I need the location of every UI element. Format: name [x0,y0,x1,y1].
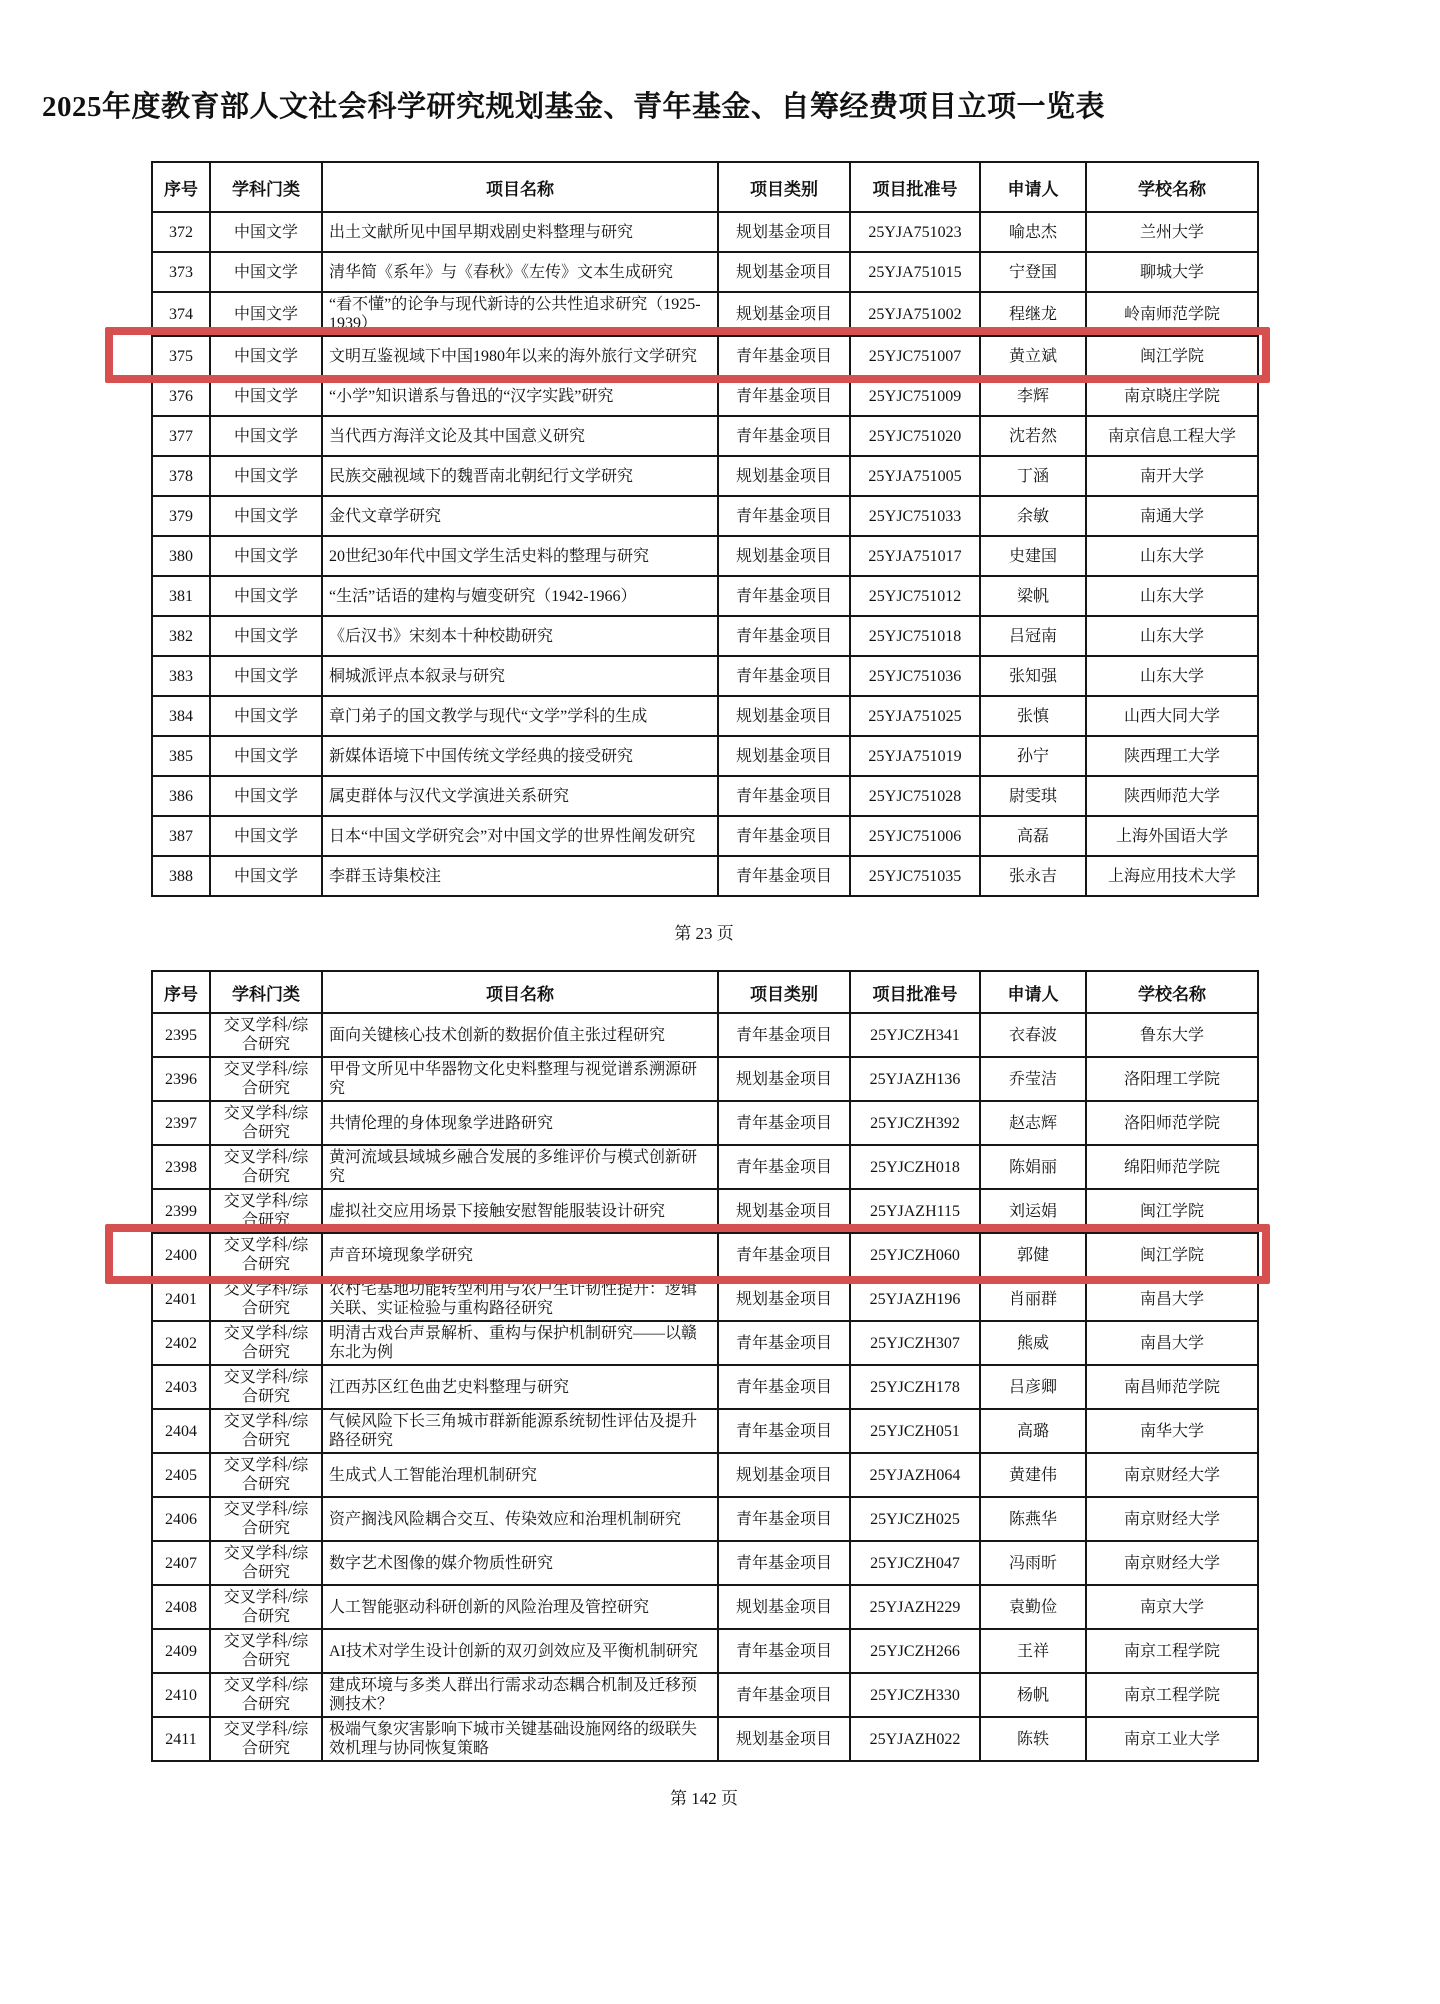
projects-table-page-142 [151,970,1257,1762]
cell-school-name: 绵阳师范学院 [1086,1145,1258,1189]
cell-discipline: 中国文学 [210,616,322,656]
cell-school-name: 闽江学院 [1086,336,1258,376]
cell-applicant: 黄建伟 [980,1453,1086,1497]
col-header-no: 序号 [152,162,210,212]
cell-discipline: 交叉学科/综合研究 [210,1717,322,1761]
cell-applicant: 宁登国 [980,252,1086,292]
cell-project-name: 数字艺术图像的媒介物质性研究 [322,1541,718,1585]
table [151,970,1259,1762]
cell-project-category: 规划基金项目 [718,1189,850,1233]
cell-discipline: 交叉学科/综合研究 [210,1497,322,1541]
cell-discipline: 中国文学 [210,292,322,336]
cell-grant-number: 25YJCZH178 [850,1365,980,1409]
cell-project-name: 当代西方海洋文论及其中国意义研究 [322,416,718,456]
cell-serial-number: 2404 [152,1409,210,1453]
cell-project-name: 出土文献所见中国早期戏剧史料整理与研究 [322,212,718,252]
cell-project-category: 规划基金项目 [718,536,850,576]
cell-school-name: 闽江学院 [1086,1233,1258,1277]
cell-serial-number: 375 [152,336,210,376]
table-row [152,1101,1258,1145]
cell-applicant: 张永吉 [980,856,1086,896]
cell-project-category: 规划基金项目 [718,696,850,736]
cell-grant-number: 25YJA751025 [850,696,980,736]
cell-serial-number: 386 [152,776,210,816]
cell-school-name: 南通大学 [1086,496,1258,536]
cell-grant-number: 25YJAZH022 [850,1717,980,1761]
cell-grant-number: 25YJAZH136 [850,1057,980,1101]
cell-school-name: 南昌大学 [1086,1321,1258,1365]
cell-applicant: 程继龙 [980,292,1086,336]
cell-discipline: 中国文学 [210,816,322,856]
cell-serial-number: 2406 [152,1497,210,1541]
cell-applicant: 张知强 [980,656,1086,696]
cell-school-name: 南京工程学院 [1086,1629,1258,1673]
cell-serial-number: 2401 [152,1277,210,1321]
cell-project-category: 青年基金项目 [718,1233,850,1277]
page-number-label-142: 第 142 页 [670,1789,738,1808]
cell-grant-number: 25YJAZH196 [850,1277,980,1321]
cell-project-category: 青年基金项目 [718,1101,850,1145]
cell-grant-number: 25YJC751035 [850,856,980,896]
cell-grant-number: 25YJCZH330 [850,1673,980,1717]
cell-project-name: 人工智能驱动科研创新的风险治理及管控研究 [322,1585,718,1629]
table-row [152,536,1258,576]
cell-serial-number: 2408 [152,1585,210,1629]
cell-project-name: 江西苏区红色曲艺史料整理与研究 [322,1365,718,1409]
cell-project-name: 明清古戏台声景解析、重构与保护机制研究——以赣东北为例 [322,1321,718,1365]
cell-applicant: 郭健 [980,1233,1086,1277]
cell-applicant: 陈娟丽 [980,1145,1086,1189]
cell-project-name: 资产搁浅风险耦合交互、传染效应和治理机制研究 [322,1497,718,1541]
cell-discipline: 中国文学 [210,212,322,252]
cell-applicant: 张慎 [980,696,1086,736]
cell-discipline: 交叉学科/综合研究 [210,1673,322,1717]
cell-school-name: 洛阳理工学院 [1086,1057,1258,1101]
cell-serial-number: 383 [152,656,210,696]
cell-project-name: 新媒体语境下中国传统文学经典的接受研究 [322,736,718,776]
header-row [152,162,1258,212]
cell-applicant: 杨帆 [980,1673,1086,1717]
cell-project-category: 规划基金项目 [718,252,850,292]
cell-applicant: 肖丽群 [980,1277,1086,1321]
cell-project-name: 极端气象灾害影响下城市关键基础设施网络的级联失效机理与协同恢复策略 [322,1717,718,1761]
cell-grant-number: 25YJCZH266 [850,1629,980,1673]
cell-school-name: 南京大学 [1086,1585,1258,1629]
cell-project-category: 青年基金项目 [718,376,850,416]
cell-discipline: 交叉学科/综合研究 [210,1101,322,1145]
cell-project-name: 民族交融视域下的魏晋南北朝纪行文学研究 [322,456,718,496]
cell-discipline: 交叉学科/综合研究 [210,1321,322,1365]
cell-school-name: 兰州大学 [1086,212,1258,252]
cell-grant-number: 25YJC751007 [850,336,980,376]
table [151,161,1259,897]
table-row [152,1673,1258,1717]
cell-grant-number: 25YJCZH051 [850,1409,980,1453]
cell-project-category: 青年基金项目 [718,1629,850,1673]
cell-school-name: 上海外国语大学 [1086,816,1258,856]
cell-discipline: 中国文学 [210,376,322,416]
cell-serial-number: 378 [152,456,210,496]
cell-grant-number: 25YJC751009 [850,376,980,416]
cell-grant-number: 25YJCZH025 [850,1497,980,1541]
cell-project-category: 青年基金项目 [718,616,850,656]
cell-discipline: 交叉学科/综合研究 [210,1585,322,1629]
cell-project-category: 规划基金项目 [718,1453,850,1497]
col-header-applicant: 申请人 [980,162,1086,212]
table-row [152,252,1258,292]
cell-project-name: AI技术对学生设计创新的双刃剑效应及平衡机制研究 [322,1629,718,1673]
cell-school-name: 闽江学院 [1086,1189,1258,1233]
cell-project-category: 规划基金项目 [718,292,850,336]
cell-school-name: 南京财经大学 [1086,1497,1258,1541]
table-row [152,212,1258,252]
cell-grant-number: 25YJCZH018 [850,1145,980,1189]
cell-project-category: 青年基金项目 [718,496,850,536]
table-row [152,1409,1258,1453]
cell-discipline: 中国文学 [210,336,322,376]
cell-serial-number: 376 [152,376,210,416]
cell-serial-number: 2402 [152,1321,210,1365]
cell-school-name: 南京晓庄学院 [1086,376,1258,416]
col-header-applicant: 申请人 [980,971,1086,1013]
cell-applicant: 沈若然 [980,416,1086,456]
cell-school-name: 南华大学 [1086,1409,1258,1453]
cell-project-category: 青年基金项目 [718,776,850,816]
table-row [152,1057,1258,1101]
cell-serial-number: 2395 [152,1013,210,1057]
cell-grant-number: 25YJCZH341 [850,1013,980,1057]
cell-serial-number: 384 [152,696,210,736]
table-row [152,1629,1258,1673]
cell-project-name: 面向关键核心技术创新的数据价值主张过程研究 [322,1013,718,1057]
cell-school-name: 上海应用技术大学 [1086,856,1258,896]
cell-applicant: 吕彦卿 [980,1365,1086,1409]
cell-grant-number: 25YJC751033 [850,496,980,536]
cell-discipline: 交叉学科/综合研究 [210,1233,322,1277]
cell-project-category: 青年基金项目 [718,1321,850,1365]
cell-serial-number: 2403 [152,1365,210,1409]
cell-discipline: 中国文学 [210,576,322,616]
table-row [152,656,1258,696]
cell-grant-number: 25YJA751005 [850,456,980,496]
cell-applicant: 衣春波 [980,1013,1086,1057]
cell-school-name: 聊城大学 [1086,252,1258,292]
table-row [152,1585,1258,1629]
cell-project-name: 《后汉书》宋刻本十种校勘研究 [322,616,718,656]
cell-applicant: 熊威 [980,1321,1086,1365]
table-row [152,1233,1258,1277]
cell-project-category: 青年基金项目 [718,1409,850,1453]
cell-discipline: 中国文学 [210,776,322,816]
table-row [152,776,1258,816]
table-row [152,456,1258,496]
cell-serial-number: 2397 [152,1101,210,1145]
cell-discipline: 中国文学 [210,856,322,896]
cell-project-category: 规划基金项目 [718,456,850,496]
cell-applicant: 李辉 [980,376,1086,416]
cell-discipline: 交叉学科/综合研究 [210,1189,322,1233]
cell-project-name: 章门弟子的国文教学与现代“文学”学科的生成 [322,696,718,736]
cell-applicant: 刘运娟 [980,1189,1086,1233]
col-header-category: 项目类别 [718,162,850,212]
cell-project-category: 规划基金项目 [718,1057,850,1101]
cell-grant-number: 25YJAZH115 [850,1189,980,1233]
cell-applicant: 吕冠南 [980,616,1086,656]
cell-project-name: “生活”话语的建构与嬗变研究（1942-1966） [322,576,718,616]
col-header-school: 学校名称 [1086,162,1258,212]
cell-project-category: 青年基金项目 [718,336,850,376]
cell-discipline: 交叉学科/综合研究 [210,1409,322,1453]
cell-serial-number: 2409 [152,1629,210,1673]
cell-serial-number: 374 [152,292,210,336]
table-row [152,292,1258,336]
cell-project-name: 共情伦理的身体现象学进路研究 [322,1101,718,1145]
table-row [152,1497,1258,1541]
cell-project-category: 青年基金项目 [718,816,850,856]
cell-project-name: 虚拟社交应用场景下接触安慰智能服装设计研究 [322,1189,718,1233]
cell-applicant: 高璐 [980,1409,1086,1453]
table-row [152,696,1258,736]
cell-grant-number: 25YJAZH229 [850,1585,980,1629]
cell-serial-number: 388 [152,856,210,896]
cell-project-category: 青年基金项目 [718,1013,850,1057]
table-row [152,1365,1258,1409]
cell-serial-number: 2400 [152,1233,210,1277]
cell-serial-number: 387 [152,816,210,856]
cell-school-name: 陕西师范大学 [1086,776,1258,816]
cell-project-name: 金代文章学研究 [322,496,718,536]
cell-school-name: 陕西理工大学 [1086,736,1258,776]
cell-grant-number: 25YJA751019 [850,736,980,776]
cell-applicant: 乔莹洁 [980,1057,1086,1101]
cell-grant-number: 25YJC751018 [850,616,980,656]
table-row [152,1145,1258,1189]
table-row [152,1277,1258,1321]
cell-school-name: 山东大学 [1086,576,1258,616]
table-row [152,816,1258,856]
cell-grant-number: 25YJAZH064 [850,1453,980,1497]
cell-grant-number: 25YJA751023 [850,212,980,252]
table-row [152,416,1258,456]
cell-project-name: 生成式人工智能治理机制研究 [322,1453,718,1497]
cell-serial-number: 2405 [152,1453,210,1497]
cell-applicant: 喻忠杰 [980,212,1086,252]
cell-serial-number: 2396 [152,1057,210,1101]
table-row [152,336,1258,376]
cell-grant-number: 25YJC751028 [850,776,980,816]
cell-project-category: 青年基金项目 [718,856,850,896]
cell-grant-number: 25YJCZH392 [850,1101,980,1145]
cell-applicant: 孙宁 [980,736,1086,776]
cell-project-name: 声音环境现象学研究 [322,1233,718,1277]
cell-project-category: 青年基金项目 [718,1541,850,1585]
page-number-label-23: 第 23 页 [674,924,734,943]
cell-project-category: 规划基金项目 [718,1717,850,1761]
cell-applicant: 梁帆 [980,576,1086,616]
table-row [152,1189,1258,1233]
col-header-grant-number: 项目批准号 [850,162,980,212]
cell-discipline: 交叉学科/综合研究 [210,1013,322,1057]
cell-discipline: 交叉学科/综合研究 [210,1453,322,1497]
cell-school-name: 洛阳师范学院 [1086,1101,1258,1145]
cell-project-category: 青年基金项目 [718,576,850,616]
col-header-category: 项目类别 [718,971,850,1013]
cell-discipline: 中国文学 [210,536,322,576]
table-row [152,616,1258,656]
cell-serial-number: 385 [152,736,210,776]
cell-project-name: 文明互鉴视域下中国1980年以来的海外旅行文学研究 [322,336,718,376]
cell-school-name: 山西大同大学 [1086,696,1258,736]
table-row [152,856,1258,896]
cell-grant-number: 25YJA751017 [850,536,980,576]
table-row [152,376,1258,416]
cell-serial-number: 373 [152,252,210,292]
cell-applicant: 黄立斌 [980,336,1086,376]
cell-project-name: 属吏群体与汉代文学演进关系研究 [322,776,718,816]
cell-project-category: 青年基金项目 [718,1145,850,1189]
cell-school-name: 南京财经大学 [1086,1541,1258,1585]
cell-serial-number: 377 [152,416,210,456]
col-header-school: 学校名称 [1086,971,1258,1013]
cell-grant-number: 25YJCZH307 [850,1321,980,1365]
cell-discipline: 交叉学科/综合研究 [210,1057,322,1101]
cell-discipline: 中国文学 [210,456,322,496]
cell-serial-number: 381 [152,576,210,616]
cell-applicant: 陈燕华 [980,1497,1086,1541]
cell-applicant: 王祥 [980,1629,1086,1673]
cell-grant-number: 25YJA751002 [850,292,980,336]
cell-project-category: 青年基金项目 [718,416,850,456]
cell-applicant: 史建国 [980,536,1086,576]
cell-grant-number: 25YJC751020 [850,416,980,456]
cell-applicant: 尉雯琪 [980,776,1086,816]
col-header-project-name: 项目名称 [322,162,718,212]
cell-project-category: 青年基金项目 [718,1365,850,1409]
cell-project-name: 李群玉诗集校注 [322,856,718,896]
cell-grant-number: 25YJC751036 [850,656,980,696]
cell-serial-number: 372 [152,212,210,252]
cell-project-name: 日本“中国文学研究会”对中国文学的世界性阐发研究 [322,816,718,856]
cell-discipline: 交叉学科/综合研究 [210,1365,322,1409]
col-header-grant-number: 项目批准号 [850,971,980,1013]
cell-discipline: 中国文学 [210,736,322,776]
cell-discipline: 中国文学 [210,496,322,536]
projects-table-page-23 [151,161,1257,897]
cell-school-name: 鲁东大学 [1086,1013,1258,1057]
cell-school-name: 南昌师范学院 [1086,1365,1258,1409]
cell-applicant: 高磊 [980,816,1086,856]
cell-school-name: 山东大学 [1086,616,1258,656]
cell-serial-number: 2411 [152,1717,210,1761]
cell-discipline: 中国文学 [210,696,322,736]
cell-discipline: 交叉学科/综合研究 [210,1629,322,1673]
cell-applicant: 丁涵 [980,456,1086,496]
cell-serial-number: 2407 [152,1541,210,1585]
table-row [152,736,1258,776]
cell-project-name: 建成环境与多类人群出行需求动态耦合机制及迁移预测技术？ [322,1673,718,1717]
cell-discipline: 交叉学科/综合研究 [210,1277,322,1321]
col-header-project-name: 项目名称 [322,971,718,1013]
document-title: 2025年度教育部人文社会科学研究规划基金、青年基金、自筹经费项目立项一览表 [42,91,1106,123]
cell-project-category: 青年基金项目 [718,1673,850,1717]
cell-school-name: 南京财经大学 [1086,1453,1258,1497]
cell-applicant: 赵志辉 [980,1101,1086,1145]
cell-project-name: 农村宅基地功能转型利用与农户生计韧性提升：逻辑关联、实证检验与重构路径研究 [322,1277,718,1321]
cell-discipline: 交叉学科/综合研究 [210,1541,322,1585]
cell-applicant: 陈轶 [980,1717,1086,1761]
header-row [152,971,1258,1013]
cell-discipline: 中国文学 [210,656,322,696]
cell-project-name: “小学”知识谱系与鲁迅的“汉字实践”研究 [322,376,718,416]
cell-grant-number: 25YJCZH060 [850,1233,980,1277]
cell-school-name: 南京信息工程大学 [1086,416,1258,456]
col-header-discipline: 学科门类 [210,162,322,212]
cell-project-category: 规划基金项目 [718,212,850,252]
cell-school-name: 山东大学 [1086,536,1258,576]
cell-project-name: 20世纪30年代中国文学生活史料的整理与研究 [322,536,718,576]
cell-project-category: 规划基金项目 [718,736,850,776]
table-row [152,1453,1258,1497]
cell-school-name: 南京工业大学 [1086,1717,1258,1761]
cell-applicant: 袁勤俭 [980,1585,1086,1629]
cell-school-name: 南京工程学院 [1086,1673,1258,1717]
cell-school-name: 南开大学 [1086,456,1258,496]
table-row [152,1321,1258,1365]
cell-serial-number: 379 [152,496,210,536]
cell-serial-number: 382 [152,616,210,656]
cell-applicant: 冯雨昕 [980,1541,1086,1585]
cell-grant-number: 25YJCZH047 [850,1541,980,1585]
col-header-discipline: 学科门类 [210,971,322,1013]
table-row [152,1717,1258,1761]
cell-serial-number: 2410 [152,1673,210,1717]
cell-applicant: 余敏 [980,496,1086,536]
cell-project-name: 黄河流域县域城乡融合发展的多维评价与模式创新研究 [322,1145,718,1189]
cell-discipline: 中国文学 [210,252,322,292]
table-row [152,1013,1258,1057]
table-row [152,576,1258,616]
cell-project-category: 规划基金项目 [718,1277,850,1321]
cell-project-name: 气候风险下长三角城市群新能源系统韧性评估及提升路径研究 [322,1409,718,1453]
cell-project-category: 规划基金项目 [718,1585,850,1629]
cell-grant-number: 25YJA751015 [850,252,980,292]
cell-grant-number: 25YJC751006 [850,816,980,856]
cell-serial-number: 2399 [152,1189,210,1233]
cell-school-name: 南昌大学 [1086,1277,1258,1321]
cell-discipline: 中国文学 [210,416,322,456]
cell-serial-number: 380 [152,536,210,576]
cell-discipline: 交叉学科/综合研究 [210,1145,322,1189]
cell-school-name: 岭南师范学院 [1086,292,1258,336]
table-row [152,1541,1258,1585]
cell-project-name: 甲骨文所见中华器物文化史料整理与视觉谱系溯源研究 [322,1057,718,1101]
cell-project-name: 桐城派评点本叙录与研究 [322,656,718,696]
cell-project-name: “看不懂”的论争与现代新诗的公共性追求研究（1925-1939） [322,292,718,336]
cell-project-category: 青年基金项目 [718,656,850,696]
cell-school-name: 山东大学 [1086,656,1258,696]
cell-grant-number: 25YJC751012 [850,576,980,616]
cell-project-category: 青年基金项目 [718,1497,850,1541]
cell-project-name: 清华简《系年》与《春秋》《左传》文本生成研究 [322,252,718,292]
cell-serial-number: 2398 [152,1145,210,1189]
col-header-no: 序号 [152,971,210,1013]
table-row [152,496,1258,536]
